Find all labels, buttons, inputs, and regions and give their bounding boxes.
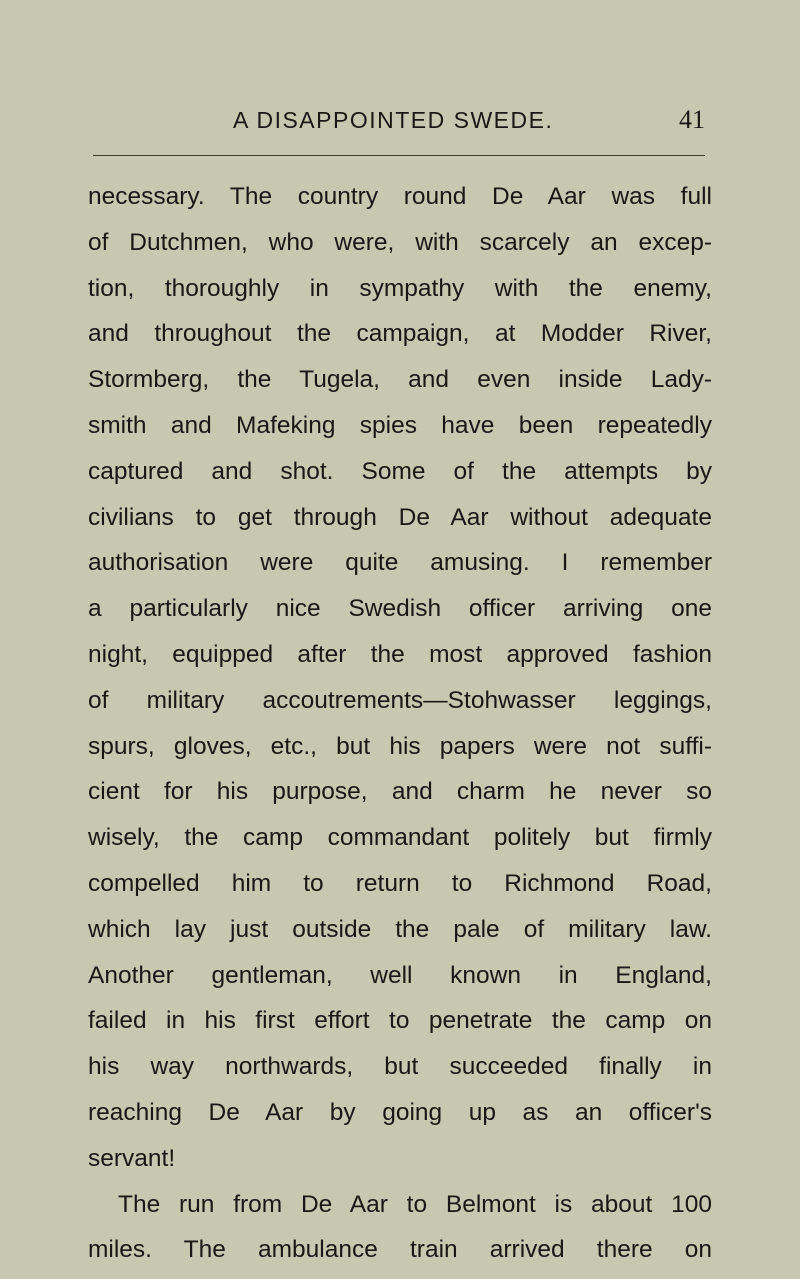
text-line: failed in his first effort to penetrate the camp on <box>88 1007 712 1035</box>
text-line: servant! <box>88 1144 176 1172</box>
text-line: tion, thoroughly in sympathy with the enemy, <box>88 274 712 302</box>
header-rule <box>93 155 705 156</box>
text-line: wisely, the camp commandant politely but firmly <box>88 824 712 852</box>
page-number: 41 <box>679 105 705 134</box>
text-line: miles. The ambulance train arrived there on <box>88 1236 712 1264</box>
body-text <box>88 174 712 1273</box>
text-line: spurs, gloves, etc., but his papers were not suffi- <box>88 732 712 760</box>
text-line: smith and Mafeking spies have been repeatedly <box>88 411 712 439</box>
running-head <box>93 100 705 140</box>
text-line: captured and shot. Some of the attempts by <box>88 457 712 485</box>
text-line: his way northwards, but succeeded finally in <box>88 1053 712 1081</box>
text-line: authorisation were quite amusing. I remember <box>88 549 712 577</box>
text-line: reaching De Aar by going up as an officer's <box>88 1098 712 1126</box>
running-title: A DISAPPOINTED SWEDE. <box>233 107 554 133</box>
text-line: Stormberg, the Tugela, and even inside Lady- <box>88 366 712 394</box>
text-line: civilians to get through De Aar without adequate <box>88 503 712 531</box>
text-line: of Dutchmen, who were, with scarcely an excep- <box>88 228 712 256</box>
text-line: a particularly nice Swedish officer arriving one <box>88 595 712 623</box>
text-line: cient for his purpose, and charm he never so <box>88 778 712 806</box>
text-line: and throughout the campaign, at Modder River, <box>88 320 712 348</box>
text-line: compelled him to return to Richmond Road, <box>88 869 712 897</box>
text-line: The run from De Aar to Belmont is about 100 <box>118 1190 712 1218</box>
text-line: necessary. The country round De Aar was full <box>88 183 712 210</box>
text-line: Another gentleman, well known in England, <box>88 961 712 989</box>
text-line: which lay just outside the pale of military law. <box>88 915 712 943</box>
text-line: of military accoutrements—Stohwasser leggings, <box>88 686 712 714</box>
text-line: night, equipped after the most approved fashion <box>88 640 712 668</box>
